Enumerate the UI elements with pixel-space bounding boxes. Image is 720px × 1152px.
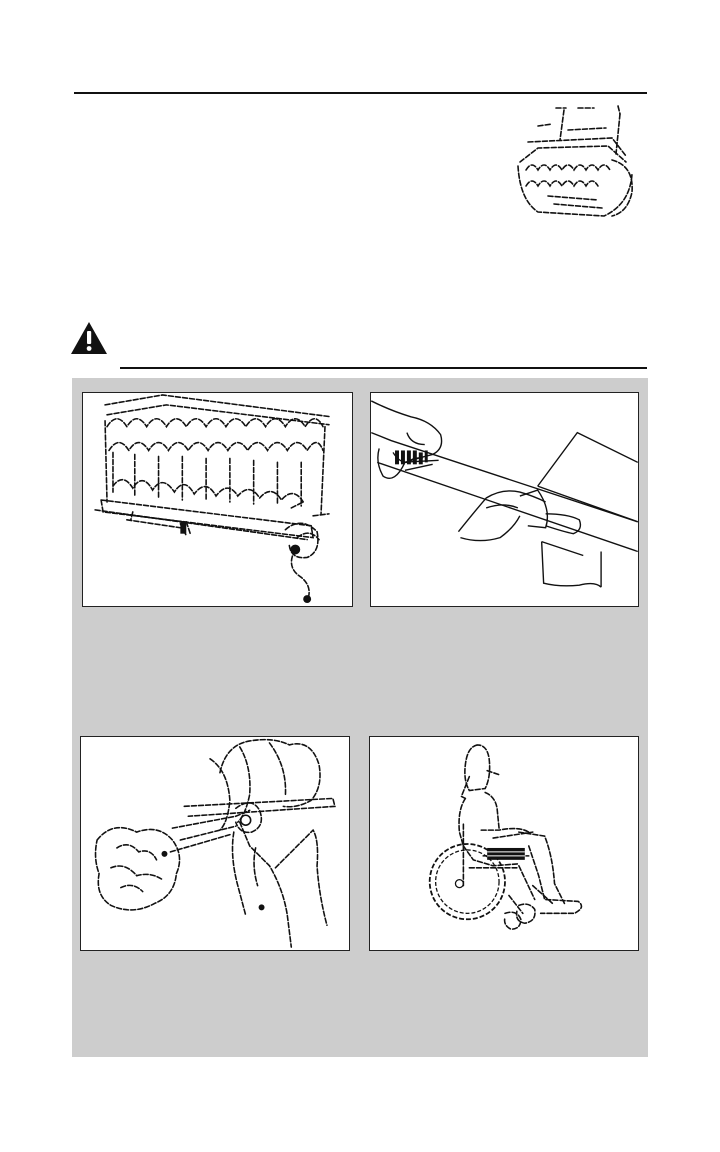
handle-grip-icon bbox=[370, 392, 639, 607]
top-rule bbox=[74, 92, 647, 94]
warning-rule bbox=[120, 367, 647, 369]
hand-in-auger-icon bbox=[80, 736, 350, 951]
warning-triangle-icon bbox=[70, 321, 108, 355]
snow-thrower-icon bbox=[508, 100, 640, 228]
auger-shave-plate-icon bbox=[82, 392, 353, 607]
wheelchair-person-icon bbox=[369, 736, 639, 951]
illustration-panel bbox=[72, 378, 648, 1057]
